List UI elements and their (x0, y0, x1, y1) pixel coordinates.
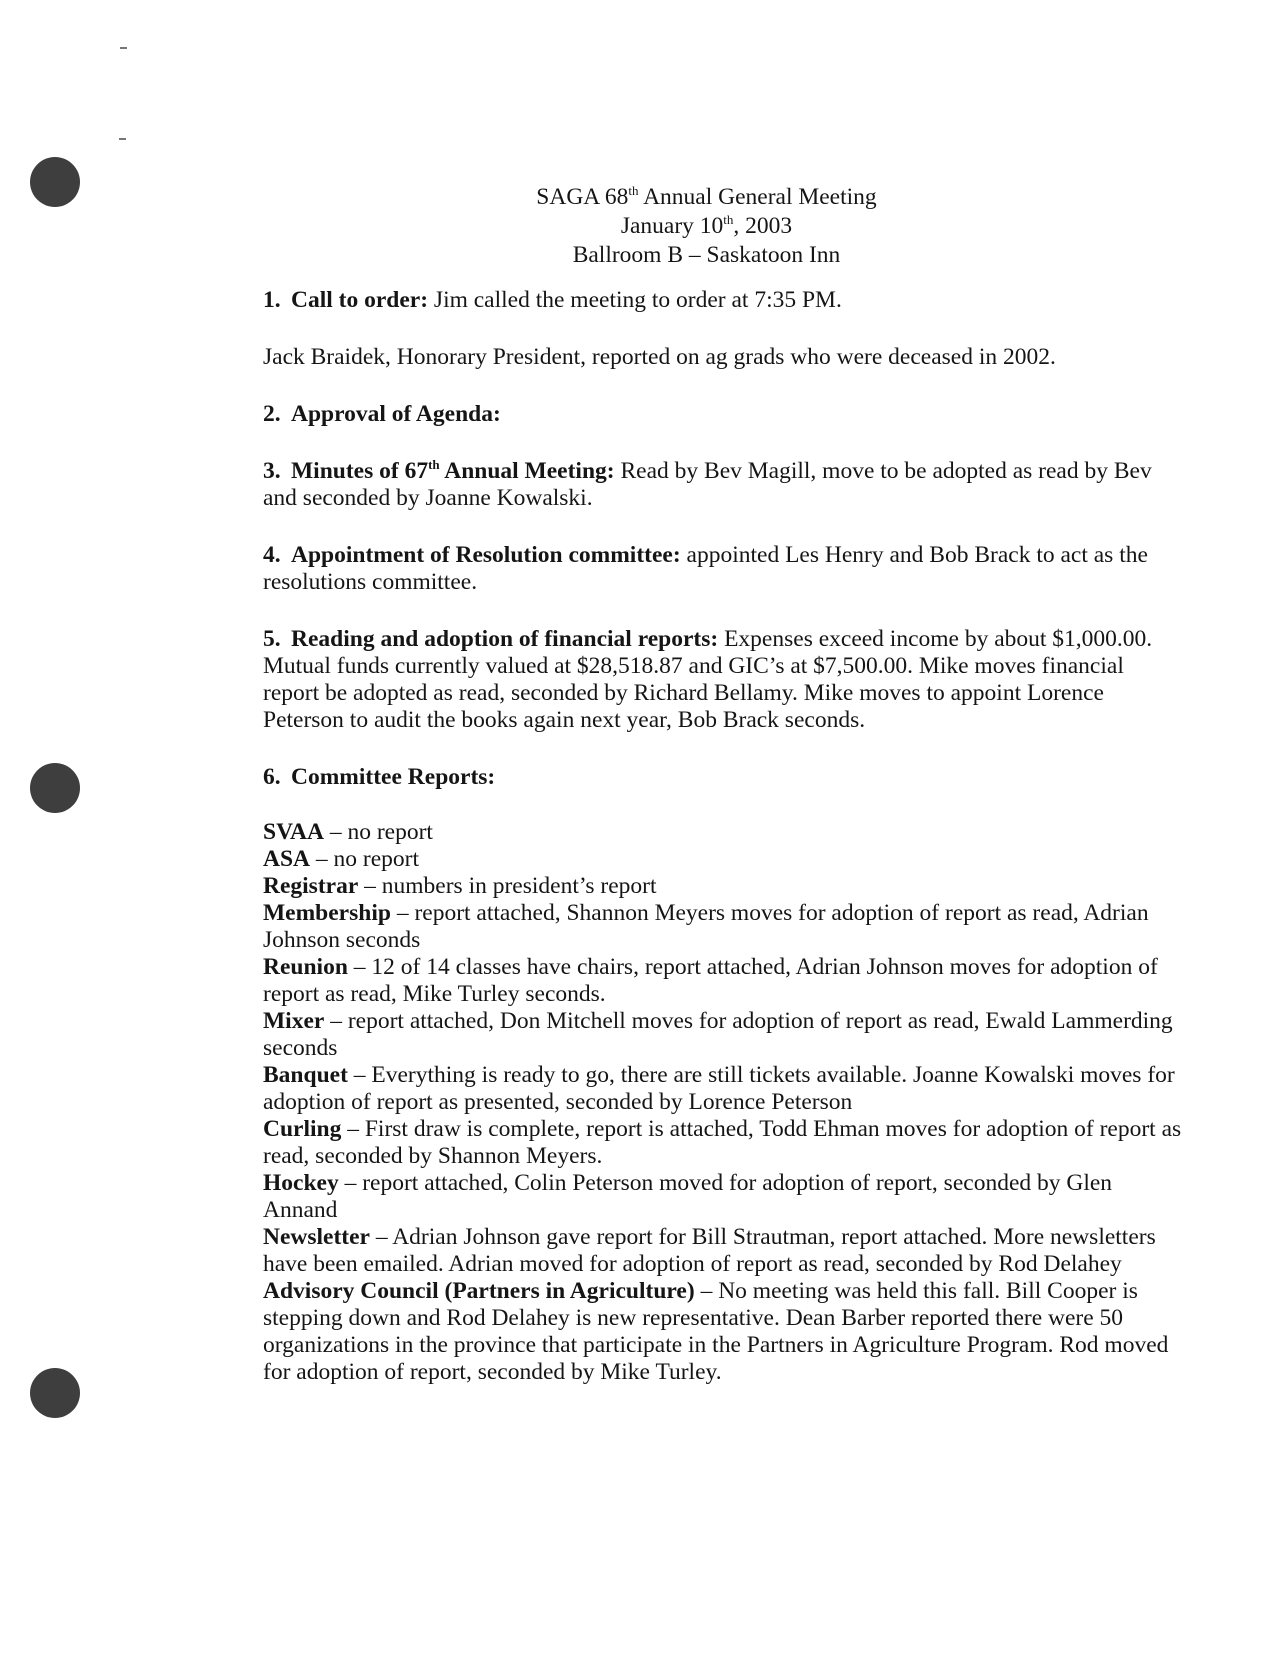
punch-hole-middle (30, 763, 80, 813)
item-financial-reports: 5. Reading and adoption of financial reports: Expenses exceed income by about $1,000.00. Mutual funds currently valued at $28,518.87 and GIC’s at $7,500.00. Mike moves financial report be adopted as read, seconded by Richard Bellamy. Mike moves to appoint Lorence Peterson to audit the books again next year, Bob Brack seconds. (263, 626, 1153, 733)
header-title: SAGA 68th Annual General Meeting (536, 183, 877, 210)
report-banquet: Banquet – Everything is ready to go, there are still tickets available. Joanne Kowalski moves for adoption of report as presented, seconded by Lorence Peterson (263, 1062, 1175, 1115)
report-newsletter: Newsletter – Adrian Johnson gave report for Bill Strautman, report attached. More newsletters have been emailed. Adrian moved for adoption of report as read, seconded by Rod Delahey (263, 1224, 1156, 1277)
header-location: Ballroom B – Saskatoon Inn (572, 242, 841, 268)
report-mixer: Mixer – report attached, Don Mitchell moves for adoption of report as read, Ewald Lammerding seconds (263, 1008, 1173, 1061)
header-date: January 10th, 2003 (620, 212, 793, 239)
meeting-header (0, 183, 1283, 270)
report-svaa: SVAA – no report (263, 819, 433, 845)
scan-speck (120, 47, 127, 49)
report-registrar: Registrar – numbers in president’s report (263, 873, 657, 899)
report-asa: ASA – no report (263, 846, 420, 872)
item-approval-of-agenda: 2. Approval of Agenda: (263, 401, 501, 427)
report-advisory-council: Advisory Council (Partners in Agriculture) – No meeting was held this fall. Bill Cooper is stepping down and Rod Delahey is new representative. Dean Barber reported there were 50 organizations in the province that participate in the Partners in Agriculture Program. Rod moved for adoption of report, seconded by Mike Turley. (263, 1278, 1169, 1385)
item-resolution-committee: 4. Appointment of Resolution committee: appointed Les Henry and Bob Brack to act as the resolutions committee. (263, 542, 1148, 595)
item-call-to-order: 1. Call to order: Jim called the meeting to order at 7:35 PM. (263, 287, 842, 313)
report-reunion: Reunion – 12 of 14 classes have chairs, report attached, Adrian Johnson moves for adoption of report as read, Mike Turley seconds. (263, 954, 1158, 1007)
report-hockey: Hockey – report attached, Colin Peterson moved for adoption of report, seconded by Glen Annand (263, 1170, 1113, 1223)
committee-reports-list (263, 819, 1183, 1386)
report-membership: Membership – report attached, Shannon Meyers moves for adoption of report as read, Adrian Johnson seconds (263, 900, 1149, 953)
honorary-president-note: Jack Braidek, Honorary President, reported on ag grads who were deceased in 2002. (263, 344, 1056, 370)
item-committee-reports: 6. Committee Reports: (263, 764, 496, 790)
punch-hole-bottom (30, 1368, 80, 1418)
item-minutes: 3. Minutes of 67th Annual Meeting: Read by Bev Magill, move to be adopted as read by Bev and seconded by Joanne Kowalski. (263, 457, 1152, 511)
minutes-body (263, 287, 1183, 1386)
report-curling: Curling – First draw is complete, report is attached, Todd Ehman moves for adoption of report as read, seconded by Shannon Meyers. (263, 1116, 1182, 1169)
scan-speck (119, 138, 126, 140)
